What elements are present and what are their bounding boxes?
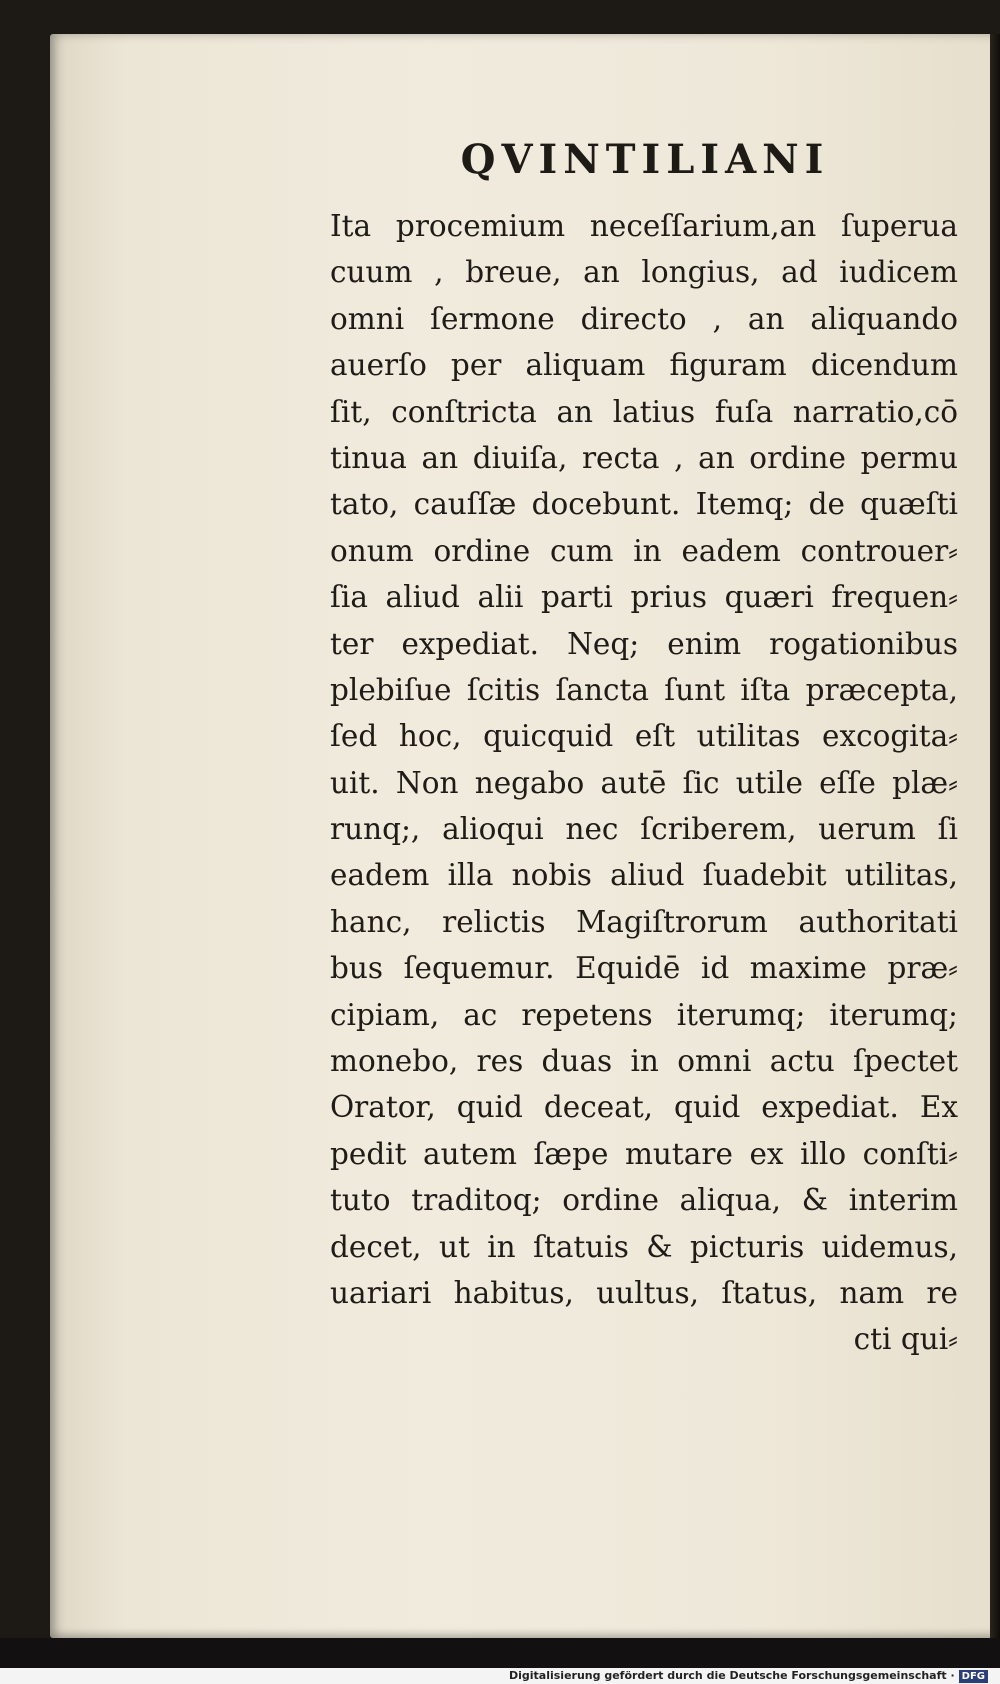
text-line: ſed hoc, quicquid eſt utilitas excogita⸗ [330,719,958,754]
catchword: cti qui⸗ [853,1322,958,1357]
text-line: auerſo per aliquam figuram dicendum [330,348,958,383]
funding-credit [505,1668,992,1684]
text-line: onum ordine cum in eadem controuer⸗ [330,533,958,568]
text-line: cuum , breue, an longius, ad iudicem [330,255,958,290]
text-line: decet, ut in ſtatuis & picturis uidemus, [330,1229,958,1264]
text-line: plebiſue ſcitis ſancta ſunt iſta præcepta, [330,672,958,707]
text-line: pedit autem ſæpe mutare ex illo conſti⸗ [330,1136,958,1171]
scan-bottom-border [0,1638,1000,1668]
text-line: uit. Non negabo autē ſic utile eſſe plæ⸗ [330,765,958,800]
text-line: eadem illa nobis aliud ſuadebit utilitas, [330,858,958,893]
text-line: uariari habitus, uultus, ſtatus, nam re [330,1275,958,1310]
text-line: monebo, res duas in omni actu ſpectet [330,1044,958,1079]
running-head: QVINTILIANI [460,136,830,183]
text-line: cipiam, ac repetens iterumq; iterumq; [330,997,958,1032]
text-line: tuto traditoq; ordine aliqua, & interim [330,1183,958,1218]
body-text [330,203,958,1363]
text-line: hanc, relictis Magiſtrorum authoritati [330,904,958,939]
text-line: ſia aliud alii parti prius quæri frequen⸗ [330,580,958,615]
text-line: runq;, alioqui nec ſcriberem, uerum ſi [330,812,958,847]
text-line: ſit, conſtricta an latius fuſa narratio,cō [330,394,958,429]
text-line: tinua an diuiſa, recta , an ordine permu [330,440,958,475]
text-line: omni ſermone directo , an aliquando [330,301,958,336]
text-line: ter expediat. Neq; enim rogationibus [330,626,958,661]
page-edge-shadow [990,34,1000,1638]
funding-credit-text: Digitalisierung gefördert durch die Deutsche Forschungsgemeinschaft · [508,1669,955,1682]
text-line: bus ſequemur. Equidē id maxime præ⸗ [330,951,958,986]
text-line: Orator, quid deceat, quid expediat. Ex [330,1090,958,1125]
text-line: Ita procemium neceſſarium,an ſuperua [330,209,958,243]
text-line: tato, cauſſæ docebunt. Itemq; de quæſti [330,487,958,522]
dfg-logo: DFG [959,1670,988,1683]
